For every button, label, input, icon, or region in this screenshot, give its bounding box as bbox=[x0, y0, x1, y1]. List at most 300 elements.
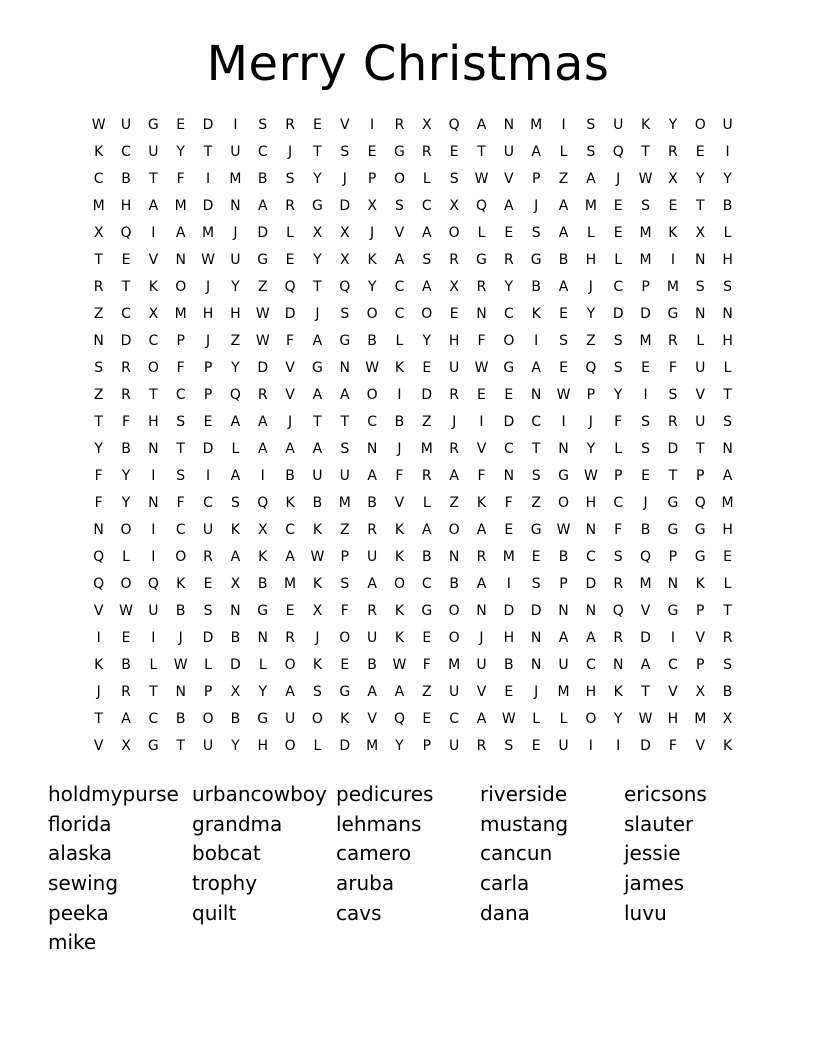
grid-letter: V bbox=[640, 603, 651, 619]
grid-letter: M bbox=[721, 495, 734, 511]
grid-letter: B bbox=[121, 171, 131, 187]
grid-letter: Y bbox=[258, 684, 268, 700]
grid-letter: N bbox=[530, 657, 542, 673]
grid-letter: R bbox=[449, 387, 459, 403]
grid-letter: S bbox=[668, 387, 678, 403]
grid-letter: H bbox=[257, 738, 268, 754]
grid-letter: W bbox=[201, 252, 215, 268]
grid-letter: V bbox=[394, 225, 405, 241]
grid-letter: C bbox=[203, 495, 213, 511]
grid-letter: F bbox=[422, 657, 431, 673]
grid-letter: Y bbox=[723, 171, 732, 187]
grid-letter: M bbox=[584, 198, 597, 214]
grid-letter: E bbox=[641, 360, 650, 376]
grid-letter: E bbox=[367, 144, 377, 160]
grid-letter: W bbox=[501, 711, 516, 727]
grid-letter: A bbox=[367, 468, 377, 484]
grid-letter: G bbox=[667, 603, 679, 619]
grid-letter: U bbox=[366, 549, 378, 565]
grid-letter: H bbox=[120, 198, 132, 214]
grid-letter: I bbox=[151, 522, 156, 538]
grid-letter: U bbox=[284, 711, 296, 727]
grid-row bbox=[85, 627, 741, 654]
grid-letter: V bbox=[695, 387, 706, 403]
grid-letter: V bbox=[476, 684, 487, 700]
grid-letter: F bbox=[286, 333, 295, 349]
grid-letter: M bbox=[448, 657, 461, 673]
grid-letter: T bbox=[176, 441, 185, 457]
grid-letter: E bbox=[613, 198, 623, 214]
grid-letter: C bbox=[585, 657, 596, 673]
grid-letter: I bbox=[96, 630, 101, 646]
grid-letter: B bbox=[230, 711, 241, 727]
grid-letter: Q bbox=[257, 495, 269, 511]
grid-letter: U bbox=[695, 414, 706, 430]
grid-letter: B bbox=[175, 711, 186, 727]
grid-letter: O bbox=[120, 522, 132, 538]
grid-letter: D bbox=[339, 738, 351, 754]
grid-letter: M bbox=[174, 306, 187, 322]
grid-letter: Y bbox=[613, 387, 623, 403]
grid-letter: E bbox=[203, 576, 213, 592]
grid-letter: N bbox=[175, 684, 186, 700]
grid-letter: X bbox=[312, 225, 323, 241]
grid-letter: U bbox=[722, 117, 733, 133]
grid-letter: O bbox=[393, 576, 405, 592]
grid-letter: U bbox=[695, 360, 706, 376]
grid-letter: T bbox=[723, 603, 732, 619]
grid-letter: L bbox=[723, 360, 732, 376]
grid-letter: B bbox=[257, 576, 268, 592]
grid-letter: A bbox=[285, 684, 295, 700]
grid-letter: M bbox=[366, 738, 379, 754]
grid-letter: A bbox=[476, 522, 487, 538]
word-list-item: alaska bbox=[48, 841, 112, 866]
grid-row bbox=[85, 735, 741, 762]
grid-letter: O bbox=[448, 225, 460, 241]
grid-letter: J bbox=[479, 630, 484, 646]
grid-letter: X bbox=[449, 198, 459, 214]
grid-letter: A bbox=[285, 441, 295, 457]
grid-letter: H bbox=[722, 522, 733, 538]
grid-letter: C bbox=[531, 414, 542, 430]
grid-letter: P bbox=[367, 171, 377, 187]
grid-letter: X bbox=[668, 171, 678, 187]
word-list-item: riverside bbox=[480, 782, 568, 806]
grid-letter: N bbox=[503, 117, 515, 133]
grid-letter: I bbox=[534, 333, 539, 349]
grid-letter: L bbox=[723, 225, 732, 241]
grid-letter: Y bbox=[586, 441, 596, 457]
grid-letter: R bbox=[121, 360, 131, 376]
word-list-item: ericsons bbox=[624, 782, 707, 806]
grid-letter: Q bbox=[229, 387, 241, 403]
grid-letter: H bbox=[148, 414, 159, 430]
grid-letter: W bbox=[474, 171, 489, 187]
grid-letter: V bbox=[394, 495, 405, 511]
grid-letter: K bbox=[394, 603, 405, 619]
grid-letter: U bbox=[449, 684, 460, 700]
grid-letter: A bbox=[558, 630, 569, 646]
grid-letter: Y bbox=[176, 144, 185, 160]
grid-letter: S bbox=[340, 144, 350, 160]
grid-letter: U bbox=[230, 252, 241, 268]
word-list-item: bobcat bbox=[192, 841, 261, 866]
grid-letter: O bbox=[175, 549, 187, 565]
grid-letter: B bbox=[558, 252, 569, 268]
grid-letter: A bbox=[476, 711, 487, 727]
grid-letter: D bbox=[421, 387, 433, 403]
grid-letter: Q bbox=[585, 360, 597, 376]
grid-letter: V bbox=[695, 738, 706, 754]
grid-letter: M bbox=[229, 171, 242, 187]
grid-letter: J bbox=[315, 630, 320, 646]
grid-letter: O bbox=[147, 360, 159, 376]
grid-letter: S bbox=[613, 360, 623, 376]
grid-letter: G bbox=[339, 333, 351, 349]
grid-letter: F bbox=[395, 468, 404, 484]
grid-letter: W bbox=[91, 117, 106, 133]
grid-letter: A bbox=[312, 441, 323, 457]
grid-letter: A bbox=[476, 117, 487, 133]
grid-letter: U bbox=[148, 144, 159, 160]
grid-letter: A bbox=[586, 171, 596, 187]
grid-letter: A bbox=[285, 549, 295, 565]
grid-letter: I bbox=[643, 387, 648, 403]
grid-letter: T bbox=[477, 144, 486, 160]
grid-letter: D bbox=[503, 603, 515, 619]
grid-letter: D bbox=[230, 657, 241, 673]
grid-letter: K bbox=[668, 225, 678, 241]
grid-letter: Y bbox=[395, 738, 404, 754]
grid-letter: N bbox=[530, 630, 542, 646]
grid-letter: A bbox=[257, 441, 268, 457]
grid-letter: Q bbox=[694, 495, 706, 511]
grid-letter: P bbox=[668, 549, 678, 565]
grid-letter: X bbox=[121, 738, 131, 754]
grid-letter: J bbox=[178, 630, 183, 646]
grid-letter: N bbox=[694, 306, 706, 322]
grid-letter: E bbox=[613, 225, 623, 241]
grid-letter: G bbox=[339, 684, 351, 700]
grid-letter: L bbox=[313, 738, 322, 754]
grid-row bbox=[85, 519, 741, 546]
grid-letter: X bbox=[367, 198, 377, 214]
word-list-item: cancun bbox=[480, 841, 553, 866]
grid-letter: R bbox=[476, 738, 487, 754]
grid-letter: I bbox=[370, 117, 375, 133]
grid-letter: D bbox=[257, 360, 269, 376]
grid-letter: B bbox=[121, 657, 131, 673]
grid-letter: R bbox=[421, 144, 432, 160]
grid-letter: R bbox=[449, 252, 459, 268]
grid-letter: E bbox=[668, 198, 678, 214]
grid-letter: C bbox=[121, 144, 131, 160]
grid-letter: O bbox=[448, 630, 460, 646]
grid-letter: B bbox=[722, 198, 733, 214]
grid-letter: D bbox=[202, 117, 214, 133]
grid-letter: T bbox=[531, 441, 541, 457]
grid-letter: K bbox=[394, 360, 405, 376]
grid-letter: C bbox=[121, 306, 131, 322]
grid-letter: B bbox=[367, 657, 377, 673]
grid-letter: R bbox=[476, 279, 487, 295]
grid-letter: R bbox=[668, 333, 678, 349]
grid-letter: C bbox=[449, 711, 460, 727]
grid-letter: F bbox=[614, 522, 623, 538]
grid-letter: B bbox=[449, 576, 459, 592]
grid-row bbox=[85, 681, 741, 708]
grid-letter: T bbox=[695, 441, 705, 457]
grid-letter: K bbox=[176, 576, 186, 592]
grid-letter: M bbox=[694, 711, 707, 727]
grid-letter: B bbox=[531, 279, 541, 295]
grid-letter: R bbox=[394, 117, 405, 133]
grid-letter: L bbox=[614, 441, 623, 457]
grid-letter: P bbox=[176, 333, 185, 349]
grid-letter: E bbox=[422, 711, 432, 727]
grid-letter: F bbox=[340, 603, 349, 619]
grid-letter: J bbox=[370, 225, 375, 241]
grid-letter: G bbox=[311, 198, 323, 214]
grid-letter: T bbox=[313, 414, 322, 430]
grid-letter: A bbox=[504, 198, 514, 214]
grid-letter: M bbox=[420, 441, 433, 457]
grid-letter: M bbox=[530, 117, 543, 133]
grid-letter: R bbox=[613, 576, 624, 592]
grid-row bbox=[85, 357, 741, 384]
grid-letter: S bbox=[422, 252, 432, 268]
grid-letter: Q bbox=[475, 198, 487, 214]
grid-letter: V bbox=[285, 360, 295, 376]
letter-grid bbox=[85, 114, 741, 762]
grid-letter: D bbox=[202, 441, 214, 457]
grid-letter: X bbox=[339, 252, 350, 268]
grid-letter: P bbox=[203, 360, 213, 376]
grid-letter: O bbox=[448, 603, 460, 619]
grid-letter: K bbox=[230, 522, 240, 538]
grid-letter: J bbox=[205, 333, 211, 349]
grid-letter: U bbox=[120, 117, 132, 133]
grid-letter: K bbox=[312, 576, 323, 592]
grid-letter: K bbox=[394, 630, 405, 646]
grid-letter: R bbox=[285, 117, 295, 133]
grid-letter: I bbox=[506, 576, 511, 592]
grid-letter: S bbox=[723, 657, 733, 673]
grid-letter: Y bbox=[231, 279, 240, 295]
grid-letter: X bbox=[230, 684, 241, 700]
grid-letter: E bbox=[422, 630, 432, 646]
grid-letter: N bbox=[448, 549, 460, 565]
grid-letter: I bbox=[588, 738, 593, 754]
grid-letter: D bbox=[503, 414, 515, 430]
grid-letter: H bbox=[667, 711, 679, 727]
grid-letter: O bbox=[284, 657, 296, 673]
grid-letter: I bbox=[233, 117, 238, 133]
grid-letter: M bbox=[639, 576, 652, 592]
grid-letter: C bbox=[394, 279, 405, 295]
word-list-item: dana bbox=[480, 900, 530, 925]
grid-letter: Q bbox=[393, 711, 405, 727]
grid-letter: C bbox=[668, 657, 678, 673]
grid-letter: N bbox=[230, 198, 241, 214]
word-list-item: holdmypurse bbox=[48, 782, 179, 806]
grid-letter: A bbox=[367, 576, 377, 592]
grid-letter: E bbox=[531, 738, 541, 754]
grid-letter: S bbox=[641, 198, 650, 214]
grid-letter: B bbox=[230, 630, 241, 646]
grid-letter: P bbox=[559, 576, 568, 592]
grid-letter: C bbox=[421, 576, 432, 592]
word-list-item: florida bbox=[48, 811, 112, 836]
grid-letter: I bbox=[397, 387, 402, 403]
grid-letter: W bbox=[638, 171, 653, 187]
grid-letter: T bbox=[668, 468, 678, 484]
grid-letter: B bbox=[257, 171, 268, 187]
word-list-item: peeka bbox=[48, 900, 109, 925]
grid-letter: S bbox=[340, 306, 350, 322]
grid-letter: M bbox=[639, 225, 652, 241]
grid-letter: Y bbox=[313, 171, 322, 187]
grid-letter: T bbox=[121, 279, 131, 295]
grid-letter: Y bbox=[668, 117, 678, 133]
grid-letter: D bbox=[202, 630, 214, 646]
grid-letter: L bbox=[614, 252, 623, 268]
grid-letter: I bbox=[205, 468, 211, 484]
grid-letter: H bbox=[585, 252, 597, 268]
grid-row bbox=[85, 168, 741, 195]
grid-row bbox=[85, 492, 741, 519]
grid-letter: A bbox=[640, 657, 651, 673]
grid-letter: N bbox=[366, 441, 378, 457]
grid-letter: T bbox=[203, 144, 213, 160]
grid-letter: B bbox=[722, 684, 733, 700]
grid-letter: S bbox=[449, 171, 459, 187]
grid-letter: G bbox=[530, 522, 542, 538]
grid-letter: M bbox=[557, 684, 570, 700]
grid-letter: Q bbox=[93, 549, 105, 565]
grid-letter: Z bbox=[339, 522, 350, 538]
grid-letter: V bbox=[504, 171, 514, 187]
grid-letter: R bbox=[503, 252, 514, 268]
grid-letter: N bbox=[93, 333, 104, 349]
grid-letter: B bbox=[394, 414, 405, 430]
grid-letter: R bbox=[121, 684, 131, 700]
grid-letter: R bbox=[421, 468, 432, 484]
grid-letter: B bbox=[421, 549, 432, 565]
grid-letter: A bbox=[558, 198, 569, 214]
grid-letter: O bbox=[311, 711, 323, 727]
grid-letter: Y bbox=[613, 711, 623, 727]
grid-letter: N bbox=[230, 603, 241, 619]
grid-letter: A bbox=[312, 387, 323, 403]
grid-letter: Q bbox=[93, 576, 105, 592]
grid-letter: V bbox=[668, 684, 678, 700]
grid-letter: N bbox=[148, 495, 159, 511]
word-list-item: slauter bbox=[624, 811, 694, 836]
grid-letter: U bbox=[449, 738, 460, 754]
grid-letter: S bbox=[531, 468, 541, 484]
grid-letter: N bbox=[585, 522, 597, 538]
grid-letter: Y bbox=[231, 360, 240, 376]
grid-letter: P bbox=[531, 171, 541, 187]
grid-letter: C bbox=[257, 144, 268, 160]
grid-letter: T bbox=[176, 738, 185, 754]
grid-letter: S bbox=[641, 414, 650, 430]
grid-letter: E bbox=[121, 630, 131, 646]
grid-letter: K bbox=[285, 495, 295, 511]
grid-letter: C bbox=[585, 549, 596, 565]
grid-letter: N bbox=[558, 603, 569, 619]
grid-letter: G bbox=[257, 603, 269, 619]
grid-letter: J bbox=[397, 441, 402, 457]
grid-letter: J bbox=[96, 684, 101, 700]
grid-letter: Z bbox=[586, 333, 596, 349]
grid-letter: U bbox=[339, 468, 350, 484]
grid-letter: D bbox=[640, 630, 651, 646]
grid-letter: G bbox=[257, 711, 269, 727]
grid-row bbox=[85, 141, 741, 168]
grid-letter: H bbox=[503, 630, 515, 646]
grid-letter: S bbox=[340, 576, 350, 592]
grid-letter: X bbox=[312, 603, 323, 619]
grid-letter: A bbox=[257, 198, 268, 214]
grid-letter: Q bbox=[640, 549, 652, 565]
grid-letter: B bbox=[558, 549, 569, 565]
grid-letter: D bbox=[202, 198, 214, 214]
grid-letter: D bbox=[640, 306, 651, 322]
grid-letter: K bbox=[94, 144, 104, 160]
grid-letter: Q bbox=[284, 279, 296, 295]
grid-letter: R bbox=[257, 387, 268, 403]
grid-letter: I bbox=[205, 171, 211, 187]
grid-letter: Z bbox=[93, 387, 104, 403]
grid-letter: J bbox=[233, 225, 238, 241]
grid-letter: I bbox=[260, 468, 265, 484]
grid-letter: U bbox=[148, 603, 159, 619]
grid-letter: U bbox=[558, 657, 569, 673]
grid-letter: P bbox=[340, 549, 349, 565]
grid-letter: N bbox=[694, 252, 706, 268]
grid-letter: C bbox=[394, 306, 405, 322]
grid-letter: C bbox=[175, 387, 186, 403]
grid-letter: D bbox=[120, 333, 132, 349]
grid-letter: A bbox=[148, 198, 159, 214]
grid-letter: K bbox=[722, 738, 733, 754]
grid-letter: E bbox=[641, 468, 650, 484]
grid-letter: R bbox=[722, 630, 733, 646]
grid-letter: G bbox=[667, 522, 679, 538]
grid-row bbox=[85, 303, 741, 330]
grid-letter: M bbox=[666, 279, 679, 295]
grid-letter: J bbox=[342, 171, 347, 187]
grid-letter: R bbox=[668, 144, 678, 160]
grid-letter: A bbox=[722, 468, 733, 484]
word-list-item: camero bbox=[336, 841, 412, 866]
grid-letter: E bbox=[340, 657, 350, 673]
grid-letter: R bbox=[93, 279, 104, 295]
grid-letter: J bbox=[534, 198, 539, 214]
grid-letter: Z bbox=[257, 279, 268, 295]
grid-letter: N bbox=[175, 252, 186, 268]
grid-letter: J bbox=[205, 279, 211, 295]
grid-letter: X bbox=[695, 225, 706, 241]
grid-letter: P bbox=[203, 387, 213, 403]
grid-letter: S bbox=[586, 144, 596, 160]
grid-letter: O bbox=[585, 711, 597, 727]
grid-letter: R bbox=[367, 603, 377, 619]
grid-letter: N bbox=[667, 576, 679, 592]
